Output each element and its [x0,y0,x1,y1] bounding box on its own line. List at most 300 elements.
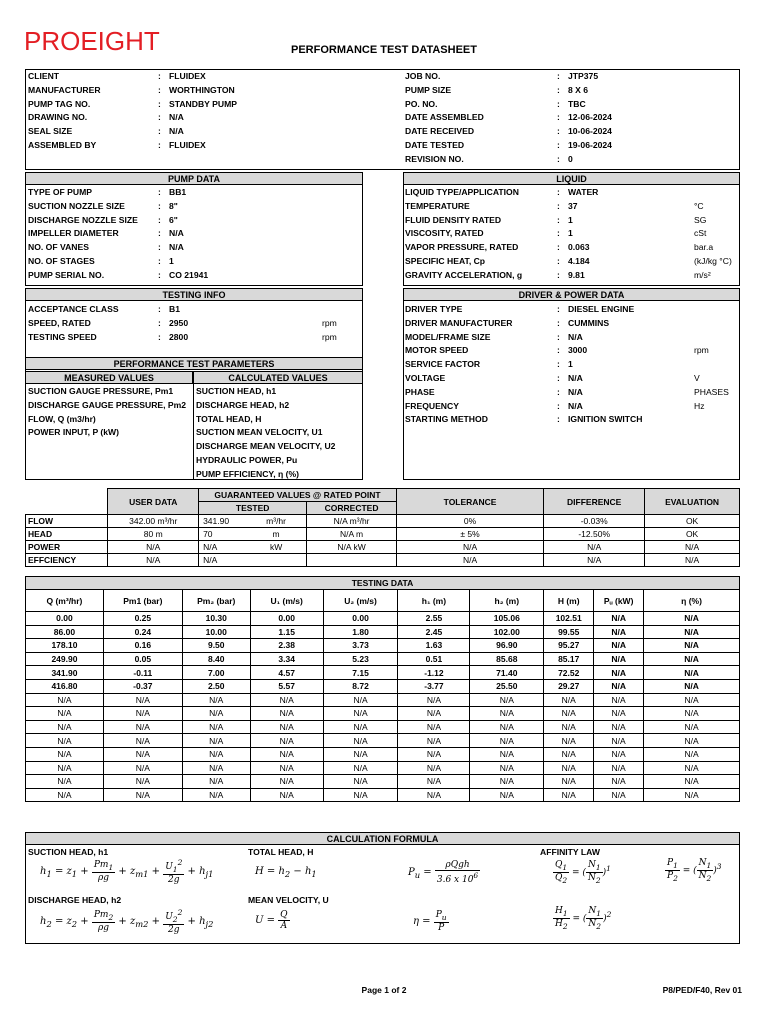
table-cell: N/A [644,612,740,626]
guarantee-row [26,515,740,528]
tested-number: N/A [203,542,218,552]
table-cell: 29.27 [544,679,594,693]
field-value: 4.184 [568,256,590,266]
field-value: 8 X 6 [568,84,589,95]
measured-title: MEASURED VALUES [25,371,193,384]
field-label: PUMP SIZE [405,84,452,95]
table-cell: N/A [544,720,594,734]
table-cell: N/A [470,788,544,802]
user-value [108,541,199,554]
calculated-item: SUCTION HEAD, h1 [196,386,277,396]
table-cell: 0.25 [103,612,182,626]
field-colon: : [158,126,161,137]
calculated-item: SUCTION MEAN VELOCITY, U1 [196,427,323,438]
table-cell: -3.77 [398,679,470,693]
evaluation-value: OK [645,528,740,541]
table-cell: -0.37 [103,679,182,693]
table-cell: N/A [644,666,740,680]
formula-affinity-p: $\frac{P_1}{P_2}$ = ( $\frac{N_1}{N_2}$ )$^3$ [667,858,722,883]
table-cell: 85.17 [544,652,594,666]
table-cell: 2.38 [250,639,323,653]
field-value: N/A [568,400,583,411]
table-cell: N/A [470,747,544,761]
field-colon: : [557,269,560,280]
field-colon: : [557,84,560,95]
field-colon: : [158,71,161,81]
testing-data-header-row [26,590,740,612]
testing-data-title: TESTING DATA [26,577,740,590]
measured-item: POWER INPUT, P (kW) [28,427,120,438]
table-cell: N/A [323,707,398,721]
evaluation-header: EVALUATION [645,489,740,515]
table-cell: 7.15 [323,666,398,680]
field-colon: : [557,373,560,383]
table-cell: 8.72 [323,679,398,693]
field-value: WATER [568,187,599,197]
table-cell: N/A [544,761,594,775]
field-colon: : [158,256,161,266]
table-cell: 0.05 [103,652,182,666]
user-value [108,554,199,567]
table-cell: N/A [250,734,323,748]
field-colon: : [557,214,560,225]
table-cell: N/A [103,720,182,734]
table-cell: N/A [26,761,104,775]
table-cell: 0.00 [250,612,323,626]
field-value: CO 21941 [169,269,209,280]
field-value: 37 [568,200,578,211]
affinity-label: AFFINITY LAW [540,847,600,857]
table-cell: 178.10 [26,639,104,653]
field-colon: : [158,214,161,225]
table-cell: N/A [644,707,740,721]
user-number: 342.00 [129,516,156,526]
driver-box [403,288,740,480]
table-cell: N/A [644,775,740,789]
discharge-head-label: DISCHARGE HEAD, h2 [28,895,122,905]
table-cell: 3.73 [323,639,398,653]
field-value: N/A [169,242,184,253]
formula-affinity-q: $\frac{Q_1}{Q_2}$ = ( $\frac{N_1}{N_2}$ )$^1$ [555,860,611,885]
table-cell: N/A [250,747,323,761]
table-cell: 2.50 [182,679,250,693]
difference-value: N/A [544,554,645,567]
field-colon: : [158,242,161,253]
field-colon: : [158,140,161,150]
table-row [26,666,740,680]
field-label: TEMPERATURE [405,200,470,211]
table-cell: N/A [398,734,470,748]
field-label: ACCEPTANCE CLASS [28,304,119,314]
field-label: ASSEMBLED BY [28,140,97,150]
table-cell: N/A [250,693,323,707]
table-cell: 5.57 [250,679,323,693]
difference-value: -0.03% [544,515,645,528]
table-cell: N/A [103,747,182,761]
table-cell: 0.00 [323,612,398,626]
column-header: Pm1 (bar) [103,590,182,612]
field-colon: : [158,98,161,109]
table-cell: N/A [594,666,644,680]
table-cell: 3.34 [250,652,323,666]
field-colon: : [158,187,161,197]
table-cell: N/A [544,788,594,802]
field-unit: bar.a [694,242,714,253]
user-value [108,515,199,528]
table-cell: N/A [26,720,104,734]
field-colon: : [158,269,161,280]
table-cell: 105.06 [470,612,544,626]
table-cell: 4.57 [250,666,323,680]
field-value: IGNITION SWITCH [568,414,643,425]
table-cell: N/A [103,734,182,748]
table-cell: N/A [182,734,250,748]
field-colon: : [557,112,560,123]
field-label: STARTING METHOD [405,414,488,425]
formula-eta: η = $\frac{P_u}{P}$ [413,910,447,933]
table-cell: 249.90 [26,652,104,666]
field-unit: Hz [694,400,705,411]
row-label: POWER [26,541,108,554]
field-colon: : [557,187,560,197]
field-colon: : [557,386,560,397]
table-cell: N/A [470,775,544,789]
driver-title: DRIVER & POWER DATA [403,288,740,301]
field-colon: : [557,126,560,137]
guarantee-table [25,488,740,567]
tested-value [199,554,307,567]
field-unit: SG [694,214,707,225]
table-cell: N/A [644,788,740,802]
table-cell: N/A [594,720,644,734]
field-colon: : [557,200,560,211]
table-cell: N/A [323,788,398,802]
table-cell: N/A [103,775,182,789]
measured-item: SUCTION GAUGE PRESSURE, Pm1 [28,386,174,396]
field-label: DATE RECEIVED [405,126,475,137]
user-value [108,528,199,541]
formula-h2: $h_2 = z_2$ + $\frac{Pm_2}{\rho g}$ + $z_{m2}$ + $\frac{U_2^2}{2g}$ + $h_{j2}$ [40,908,214,935]
field-value: TBC [568,98,586,109]
table-cell: N/A [323,734,398,748]
table-cell: -1.12 [398,666,470,680]
table-cell: N/A [26,747,104,761]
field-unit: °C [694,200,704,211]
table-cell: N/A [594,707,644,721]
field-label: SERVICE FACTOR [405,359,481,370]
table-cell: N/A [644,747,740,761]
field-value: 0 [568,153,573,164]
user-number: N/A [146,555,161,565]
params-title: PERFORMANCE TEST PARAMETERS [25,357,363,370]
field-label: VAPOR PRESSURE, RATED [405,242,519,253]
table-cell: N/A [594,693,644,707]
mean-velocity-label: MEAN VELOCITY, U [248,895,329,905]
user-unit: m [155,529,163,539]
difference-header: DIFFERENCE [544,489,645,515]
tolerance-value: ± 5% [396,528,543,541]
page-title: PERFORMANCE TEST DATASHEET [291,44,477,56]
table-row [26,707,740,721]
table-cell: N/A [250,788,323,802]
table-cell: N/A [398,720,470,734]
table-cell: N/A [644,652,740,666]
table-cell: 2.45 [398,625,470,639]
table-cell: N/A [544,707,594,721]
field-value: CUMMINS [568,317,610,328]
field-label: MANUFACTURER [28,84,101,95]
field-value: 12-06-2024 [568,112,612,123]
field-value: FLUIDEX [169,71,206,81]
testing-info-title: TESTING INFO [25,288,363,301]
field-label: NO. OF STAGES [28,256,95,266]
table-cell: 71.40 [470,666,544,680]
field-label: LIQUID TYPE/APPLICATION [405,187,519,197]
tested-unit: m³/hr [266,516,286,526]
field-value: 8" [169,200,178,211]
field-value: 10-06-2024 [568,126,612,137]
field-value: 1 [568,214,573,225]
table-row [26,788,740,802]
formula-h1: $h_1 = z_1$ + $\frac{Pm_1}{\rho g}$ + $z_{m1}$ + $\frac{U_1^2}{2g}$ + $h_{j1}$ [40,858,214,885]
table-cell: N/A [182,788,250,802]
table-cell: 102.00 [470,625,544,639]
table-cell: 1.63 [398,639,470,653]
total-head-label: TOTAL HEAD, H [248,847,314,857]
table-cell: 0.16 [103,639,182,653]
table-cell: N/A [26,788,104,802]
field-label: JOB NO. [405,71,441,81]
table-cell: 10.00 [182,625,250,639]
field-label: DATE ASSEMBLED [405,112,484,123]
table-cell: 8.40 [182,652,250,666]
table-cell: 0.00 [26,612,104,626]
table-cell: N/A [323,720,398,734]
table-cell: N/A [323,693,398,707]
column-header: U₂ (m/s) [323,590,398,612]
table-cell: N/A [26,775,104,789]
field-value: B1 [169,304,180,314]
table-cell: N/A [323,775,398,789]
table-cell: N/A [544,775,594,789]
document-code: P8/PED/F40, Rev 01 [662,985,742,995]
table-cell: N/A [182,747,250,761]
table-row [26,693,740,707]
calculated-item: DISCHARGE MEAN VELOCITY, U2 [196,441,336,452]
table-cell: N/A [544,693,594,707]
corrected-header: CORRECTED [307,502,397,515]
pump-data-title: PUMP DATA [25,172,363,185]
table-cell: N/A [323,747,398,761]
field-value: 9.81 [568,269,585,280]
field-value: 2950 [169,317,189,328]
table-cell: N/A [594,612,644,626]
table-cell: 85.68 [470,652,544,666]
table-cell: 72.52 [544,666,594,680]
tested-unit: m [272,529,280,539]
logo-text: PROEIGHT [24,26,160,56]
field-label: FREQUENCY [405,400,459,411]
field-colon: : [158,200,161,211]
table-row [26,720,740,734]
field-value: DIESEL ENGINE [568,304,635,314]
field-value: N/A [169,126,184,137]
difference-value: N/A [544,541,645,554]
guarantee-row [26,541,740,554]
field-value: FLUIDEX [169,140,206,150]
table-row [26,747,740,761]
field-label: PHASE [405,386,435,397]
calculated-item: PUMP EFFICIENCY, η (%) [196,468,299,479]
field-label: PO. NO. [405,98,438,109]
field-value: STANDBY PUMP [169,98,237,109]
table-cell: N/A [398,761,470,775]
table-cell: N/A [182,720,250,734]
tested-value [199,528,307,541]
calculated-title: CALCULATED VALUES [193,371,363,384]
corrected-value: N/A m [307,528,397,541]
table-cell: 96.90 [470,639,544,653]
field-colon: : [557,414,560,425]
table-cell: N/A [182,693,250,707]
table-cell: N/A [594,747,644,761]
field-colon: : [557,345,560,356]
formula-Pu: $P_u$ = $\frac{\text{ρQgh}}{3.6 x 10^6}$ [408,860,479,885]
field-label: VISCOSITY, RATED [405,228,484,239]
liquid-title: LIQUID [403,172,740,185]
table-cell: 99.55 [544,625,594,639]
field-label: TYPE OF PUMP [28,187,92,197]
field-unit: m/s² [694,269,711,280]
field-colon: : [158,304,161,314]
tolerance-header: TOLERANCE [396,489,543,515]
field-colon: : [158,228,161,239]
table-row [26,652,740,666]
field-value: 1 [169,256,174,266]
column-header: η (%) [644,590,740,612]
table-cell: N/A [398,788,470,802]
column-header: h₁ (m) [398,590,470,612]
table-cell: N/A [26,734,104,748]
table-cell: N/A [594,788,644,802]
field-label: SPEED, RATED [28,317,91,328]
field-colon: : [557,317,560,328]
table-cell: N/A [470,720,544,734]
field-value: N/A [568,386,583,397]
field-value: WORTHINGTON [169,84,235,95]
field-value: 0.063 [568,242,590,253]
table-cell: N/A [250,775,323,789]
corrected-value [307,554,397,567]
field-value: 1 [568,228,573,239]
formula-affinity-h: $\frac{H_1}{H_2}$ = ( $\frac{N_1}{N_2}$ )$^2$ [555,906,612,931]
table-cell: N/A [594,734,644,748]
field-value: N/A [568,331,583,342]
table-cell: N/A [182,775,250,789]
table-cell: N/A [103,761,182,775]
table-cell: N/A [182,707,250,721]
table-cell: 416.80 [26,679,104,693]
table-cell: N/A [470,707,544,721]
page-number: Page 1 of 2 [361,985,407,995]
tested-number: 70 [203,529,213,539]
table-cell: N/A [398,707,470,721]
formula-U: U = $\frac{Q}{A}$ [255,910,288,931]
difference-value: -12.50% [544,528,645,541]
suction-head-label: SUCTION HEAD, h1 [28,847,109,857]
field-label: DRIVER TYPE [405,304,463,314]
table-cell: N/A [103,788,182,802]
field-colon: : [557,304,560,314]
table-cell: 86.00 [26,625,104,639]
table-cell: N/A [644,639,740,653]
field-colon: : [158,331,161,342]
column-header: H (m) [544,590,594,612]
field-colon: : [158,112,161,123]
row-label: FLOW [26,515,108,528]
table-cell: N/A [323,761,398,775]
table-cell: N/A [594,625,644,639]
field-colon: : [158,317,161,328]
row-label: EFFCIENCY [26,554,108,567]
table-cell: N/A [594,775,644,789]
table-cell: N/A [250,761,323,775]
guarantee-row [26,554,740,567]
table-cell: N/A [398,693,470,707]
table-cell: N/A [594,761,644,775]
header-info-box [25,69,740,170]
table-cell: N/A [26,707,104,721]
table-cell: 9.50 [182,639,250,653]
column-header: h₂ (m) [470,590,544,612]
evaluation-value: N/A [645,541,740,554]
field-value: N/A [568,373,583,383]
table-cell: N/A [644,720,740,734]
table-cell: N/A [644,679,740,693]
field-label: TESTING SPEED [28,331,97,342]
table-cell: N/A [250,707,323,721]
column-header: Pᵤ (kW) [594,590,644,612]
table-row [26,679,740,693]
table-cell: 95.27 [544,639,594,653]
table-row [26,612,740,626]
table-cell: N/A [470,693,544,707]
column-header: U₁ (m/s) [250,590,323,612]
tested-value [199,515,307,528]
table-row [26,734,740,748]
field-label: PUMP TAG NO. [28,98,91,109]
field-value: N/A [169,228,184,239]
field-value: 6" [169,214,178,225]
column-header: Pm₂ (bar) [182,590,250,612]
testing-data-table [25,576,740,802]
field-value: 3000 [568,345,588,356]
field-label: DRAWING NO. [28,112,88,123]
field-label: MOTOR SPEED [405,345,469,356]
table-cell: N/A [182,761,250,775]
table-row [26,625,740,639]
field-label: DATE TESTED [405,140,465,150]
field-value: 1 [568,359,573,370]
guarantee-row [26,528,740,541]
field-label: REVISION NO. [405,153,464,164]
field-unit: (kJ/kg °C) [694,256,732,266]
table-cell: N/A [644,693,740,707]
table-cell: -0.11 [103,666,182,680]
evaluation-value: N/A [645,554,740,567]
table-cell: 0.51 [398,652,470,666]
field-colon: : [158,84,161,95]
